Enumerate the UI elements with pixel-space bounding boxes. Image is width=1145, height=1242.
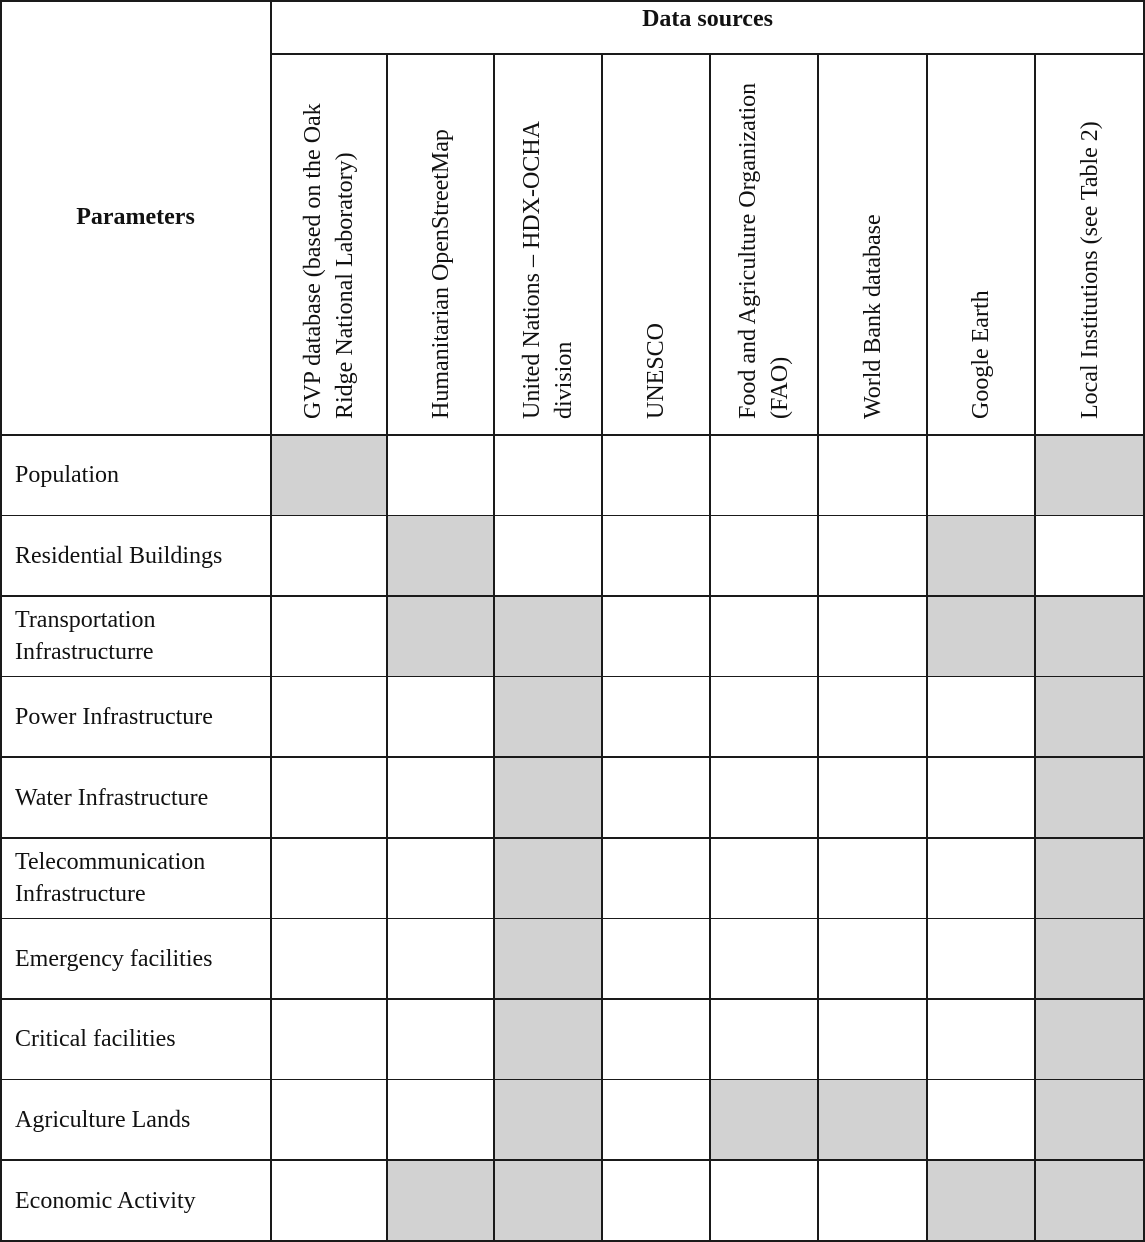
row-divider (0, 515, 1145, 517)
shaded-cell (1035, 435, 1144, 516)
row-divider (0, 837, 1145, 839)
row-label-8: Critical facilities (15, 1026, 176, 1053)
source-header-label: Local Institutions (see Table 2) (1076, 121, 1103, 419)
shaded-cell (927, 1160, 1035, 1241)
shaded-cell (494, 757, 602, 838)
table-left-border (0, 0, 2, 1241)
column-divider (817, 54, 819, 1241)
parameters-header: Parameters (76, 204, 195, 230)
source-header-label: World Bank database (859, 214, 886, 419)
source-header-2 (387, 54, 494, 435)
source-header-label: UNESCO (643, 322, 669, 419)
source-header-label: Humanitarian OpenStreetMap (427, 129, 454, 419)
row-label-2: Residential Buildings (15, 542, 223, 569)
shaded-cell (387, 596, 494, 677)
row-divider (0, 595, 1145, 597)
table-top-border (0, 0, 1145, 2)
source-header-1 (271, 54, 387, 435)
source-header-3 (494, 54, 602, 435)
shaded-cell (387, 1160, 494, 1241)
row-label-1: Population (15, 462, 120, 489)
row-label-3: Transportation Infrastructurre (15, 607, 156, 666)
shaded-cell (1035, 838, 1144, 919)
row-label-9: Agriculture Lands (15, 1107, 191, 1134)
source-header-5 (710, 54, 818, 435)
source-header-4 (602, 54, 710, 435)
shaded-cell (710, 1080, 818, 1161)
source-header-6 (818, 54, 927, 435)
row-label-7: Emergency facilities (15, 945, 213, 972)
column-divider (1034, 54, 1036, 1241)
row-label-5: Water Infrastructure (15, 784, 209, 811)
column-divider (493, 54, 495, 1241)
row-label-6: Telecommunication Infrastructure (15, 849, 206, 908)
shaded-cell (494, 1080, 602, 1161)
column-divider (926, 54, 928, 1241)
column-divider (709, 54, 711, 1241)
shaded-cell (1035, 596, 1144, 677)
shaded-cell (818, 1080, 927, 1161)
row-label-4: Power Infrastructure (15, 704, 213, 731)
row-divider (0, 434, 1145, 436)
parameters-divider (270, 0, 272, 1241)
shaded-cell (1035, 677, 1144, 758)
column-divider (601, 54, 603, 1241)
shaded-cell (494, 838, 602, 919)
row-divider (0, 998, 1145, 1000)
data-sources-header: Data sources (642, 5, 773, 32)
row-label-10: Economic Activity (15, 1187, 196, 1214)
column-divider (386, 54, 388, 1241)
source-header-label: Food and Agriculture Organization (FAO) (735, 82, 793, 419)
shaded-cell (1035, 1080, 1144, 1161)
shaded-cell (494, 999, 602, 1080)
shaded-cell (387, 516, 494, 597)
source-header-label: United Nations – HDX-OCHA division (519, 122, 577, 419)
shaded-cell (494, 919, 602, 1000)
row-divider (0, 756, 1145, 758)
shaded-cell (1035, 919, 1144, 1000)
source-header-label: Google Earth (968, 290, 994, 419)
source-header-7 (927, 54, 1035, 435)
row-divider (0, 918, 1145, 920)
shaded-cell (494, 677, 602, 758)
header-divider (271, 53, 1145, 55)
shaded-cell (927, 516, 1035, 597)
shaded-cell (1035, 1160, 1144, 1241)
shaded-cell (271, 435, 387, 516)
shaded-cell (494, 596, 602, 677)
row-divider (0, 1079, 1145, 1081)
shaded-cell (927, 596, 1035, 677)
shaded-cell (494, 1160, 602, 1241)
shaded-cell (1035, 757, 1144, 838)
row-divider (0, 1159, 1145, 1161)
row-divider (0, 676, 1145, 678)
shaded-cell (1035, 999, 1144, 1080)
source-header-label: GVP database (based on the Oak Ridge National Laboratory) (300, 103, 358, 419)
source-header-8 (1035, 54, 1144, 435)
